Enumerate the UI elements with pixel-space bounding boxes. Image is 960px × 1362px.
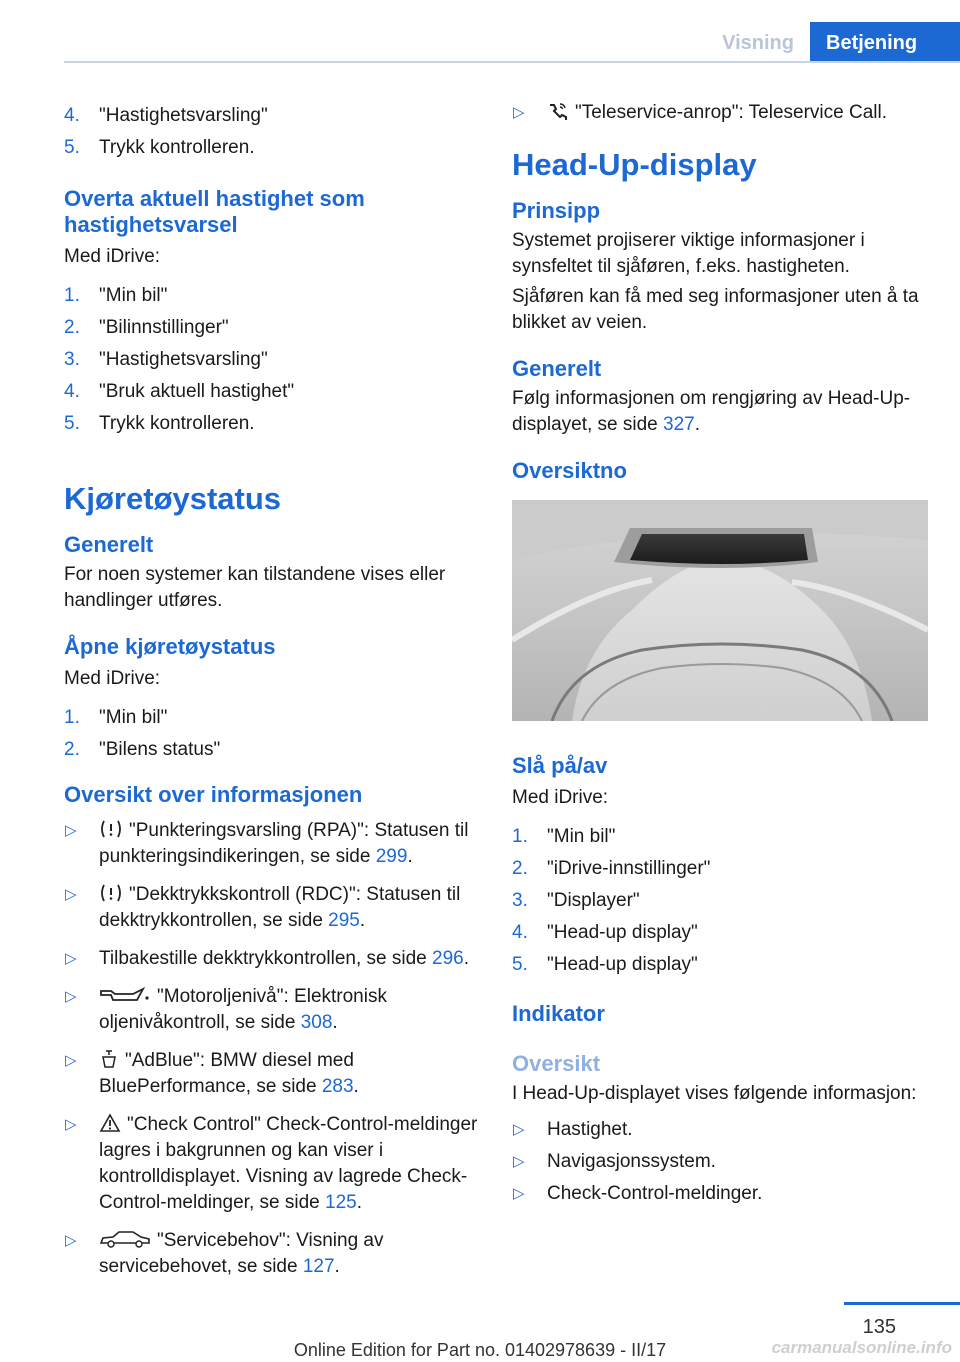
list-item: ▷ "Dekktrykkskontroll (RDC)": Statusen til dekktrykkontrollen, se side 295. (65, 884, 461, 931)
bullet-triangle-icon: ▷ (513, 1153, 525, 1170)
list-item: 4. "Hastighetsvarsling" (64, 105, 268, 126)
list-item: ▷ "Teleservice-anrop": Teleservice Call. (512, 100, 928, 126)
info-bullet-list (64, 818, 484, 1280)
heading-kjoretoystatus: Kjøretøystatus (64, 481, 282, 516)
list-item: 2. "iDrive-innstillinger" (512, 858, 711, 879)
footer-rule (844, 1302, 960, 1305)
page-link[interactable]: 327 (663, 414, 695, 435)
page-number: 135 (862, 1316, 896, 1338)
page-link[interactable]: 295 (328, 910, 360, 931)
steps-list-b (64, 280, 484, 440)
warning-triangle-icon (99, 1113, 121, 1133)
list-item: ▷ "Servicebehov": Visning av servicebehovet, se side 127. (65, 1230, 384, 1277)
heading-overta: Overta aktuell hastighet som hastighetsvarsel (64, 186, 365, 237)
heading-sla-pa-av: Slå på/av (512, 753, 608, 778)
left-column (64, 100, 484, 1292)
teleservice-icon (547, 101, 569, 121)
bullet-triangle-icon: ▷ (513, 1121, 525, 1138)
list-item: 5. Trykk kontrolleren. (64, 413, 255, 434)
paragraph-med-idrive: Med iDrive: (64, 668, 161, 689)
list-item: ▷ "Punkteringsvarsling (RPA)": Statusen til punkteringsindikeringen, se side 299. (65, 820, 469, 867)
teleservice-bullet (512, 100, 928, 126)
heading-oversikt-info: Oversikt over informasjonen (64, 782, 363, 807)
list-item: ▷ "AdBlue": BMW diesel med BluePerformance, se side 283. (65, 1050, 359, 1097)
oil-can-icon (99, 985, 151, 1005)
heading-oversikt: Oversikt (512, 1051, 601, 1076)
bullet-triangle-icon: ▷ (65, 950, 77, 967)
list-item: 4. "Bruk aktuell hastighet" (64, 381, 295, 402)
head-up-display-photo (512, 500, 928, 721)
list-item: 1. "Min bil" (64, 285, 168, 306)
right-column (512, 100, 928, 1213)
bullet-triangle-icon: ▷ (513, 104, 525, 121)
list-item: ▷ Hastighet. (512, 1117, 928, 1143)
heading-head-up-display: Head-Up-display (512, 147, 757, 182)
bullet-triangle-icon: ▷ (65, 1232, 77, 1249)
paragraph-generelt: Følg informasjonen om rengjøring av Head-Up-displayet, se side 327. (512, 388, 911, 435)
paragraph-generelt: For noen systemer kan tilstandene vises eller handlinger utføres. (64, 564, 446, 611)
list-item: ▷ Check-Control-meldinger. (512, 1181, 928, 1207)
header-tabs (702, 22, 960, 62)
bullet-triangle-icon: ▷ (65, 1052, 77, 1069)
bullet-triangle-icon: ▷ (65, 1116, 77, 1133)
paragraph-prinsipp-1: Systemet projiserer viktige informasjoner i synsfeltet til sjåføren, f.eks. hastigheten. (512, 230, 865, 277)
adblue-icon (99, 1049, 119, 1069)
tire-warning-icon (99, 883, 123, 903)
list-item: 1. "Min bil" (64, 707, 168, 728)
paragraph-med-idrive: Med iDrive: (512, 787, 609, 808)
list-item: ▷ "Motoroljenivå": Elektronisk oljenivåkontroll, se side 308. (65, 986, 387, 1033)
car-service-icon (99, 1229, 151, 1249)
page-link[interactable]: 283 (321, 1076, 354, 1097)
bullet-triangle-icon: ▷ (65, 988, 77, 1005)
heading-indikator: Indikator (512, 1001, 605, 1026)
heading-generelt: Generelt (512, 356, 602, 381)
list-item: ▷ Tilbakestille dekktrykkontrollen, se side 296. (64, 946, 484, 972)
paragraph-prinsipp-2: Sjåføren kan få med seg informasjoner uten å ta blikket av veien. (512, 286, 919, 333)
page-link[interactable]: 125 (325, 1192, 357, 1213)
steps-list-d (512, 821, 928, 981)
steps-list-a (64, 100, 484, 164)
list-item: 5. Trykk kontrolleren. (64, 137, 255, 158)
list-item: 2. "Bilinnstillinger" (64, 317, 229, 338)
heading-apne: Åpne kjøretøystatus (64, 634, 276, 659)
edition-note: Online Edition for Part no. 01402978639 - II/17 (293, 1340, 667, 1360)
hud-info-list (512, 1117, 928, 1207)
bullet-triangle-icon: ▷ (513, 1185, 525, 1202)
heading-generelt: Generelt (64, 532, 154, 557)
bullet-triangle-icon: ▷ (65, 886, 77, 903)
page-link[interactable]: 299 (375, 846, 408, 867)
bullet-triangle-icon: ▷ (65, 822, 77, 839)
paragraph-med-idrive: Med iDrive: (64, 246, 161, 267)
list-item: ▷ "Check Control" Check-Control-meldinger lagres i bakgrunnen og kan viser i kontrolldisplayet. Visning av lagrede Check-Control-meldinger, se side 125. (65, 1114, 478, 1213)
page-link[interactable]: 296 (432, 948, 464, 969)
list-item: 3. "Hastighetsvarsling" (64, 349, 268, 370)
list-item: 1. "Min bil" (512, 826, 616, 847)
page-link[interactable]: 308 (300, 1012, 333, 1033)
list-item: 2. "Bilens status" (64, 739, 221, 760)
tire-warning-icon (99, 819, 123, 839)
heading-oversiktno: Oversiktno (512, 458, 627, 483)
list-item: 5. "Head-up display" (512, 954, 698, 975)
list-item: ▷ Navigasjonssystem. (512, 1149, 928, 1175)
steps-list-c (64, 702, 484, 766)
list-item: 4. "Head-up display" (512, 922, 698, 943)
tab-visning[interactable]: Visning (722, 32, 794, 54)
header-rule (64, 61, 960, 63)
paragraph-oversikt: I Head-Up-displayet vises følgende informasjon: (512, 1083, 917, 1104)
heading-prinsipp: Prinsipp (512, 198, 601, 223)
tab-betjening[interactable]: Betjening (810, 22, 960, 62)
list-item: 3. "Displayer" (512, 890, 640, 911)
page-link[interactable]: 127 (302, 1256, 335, 1277)
watermark: carmanualsonline.info (771, 1338, 952, 1357)
